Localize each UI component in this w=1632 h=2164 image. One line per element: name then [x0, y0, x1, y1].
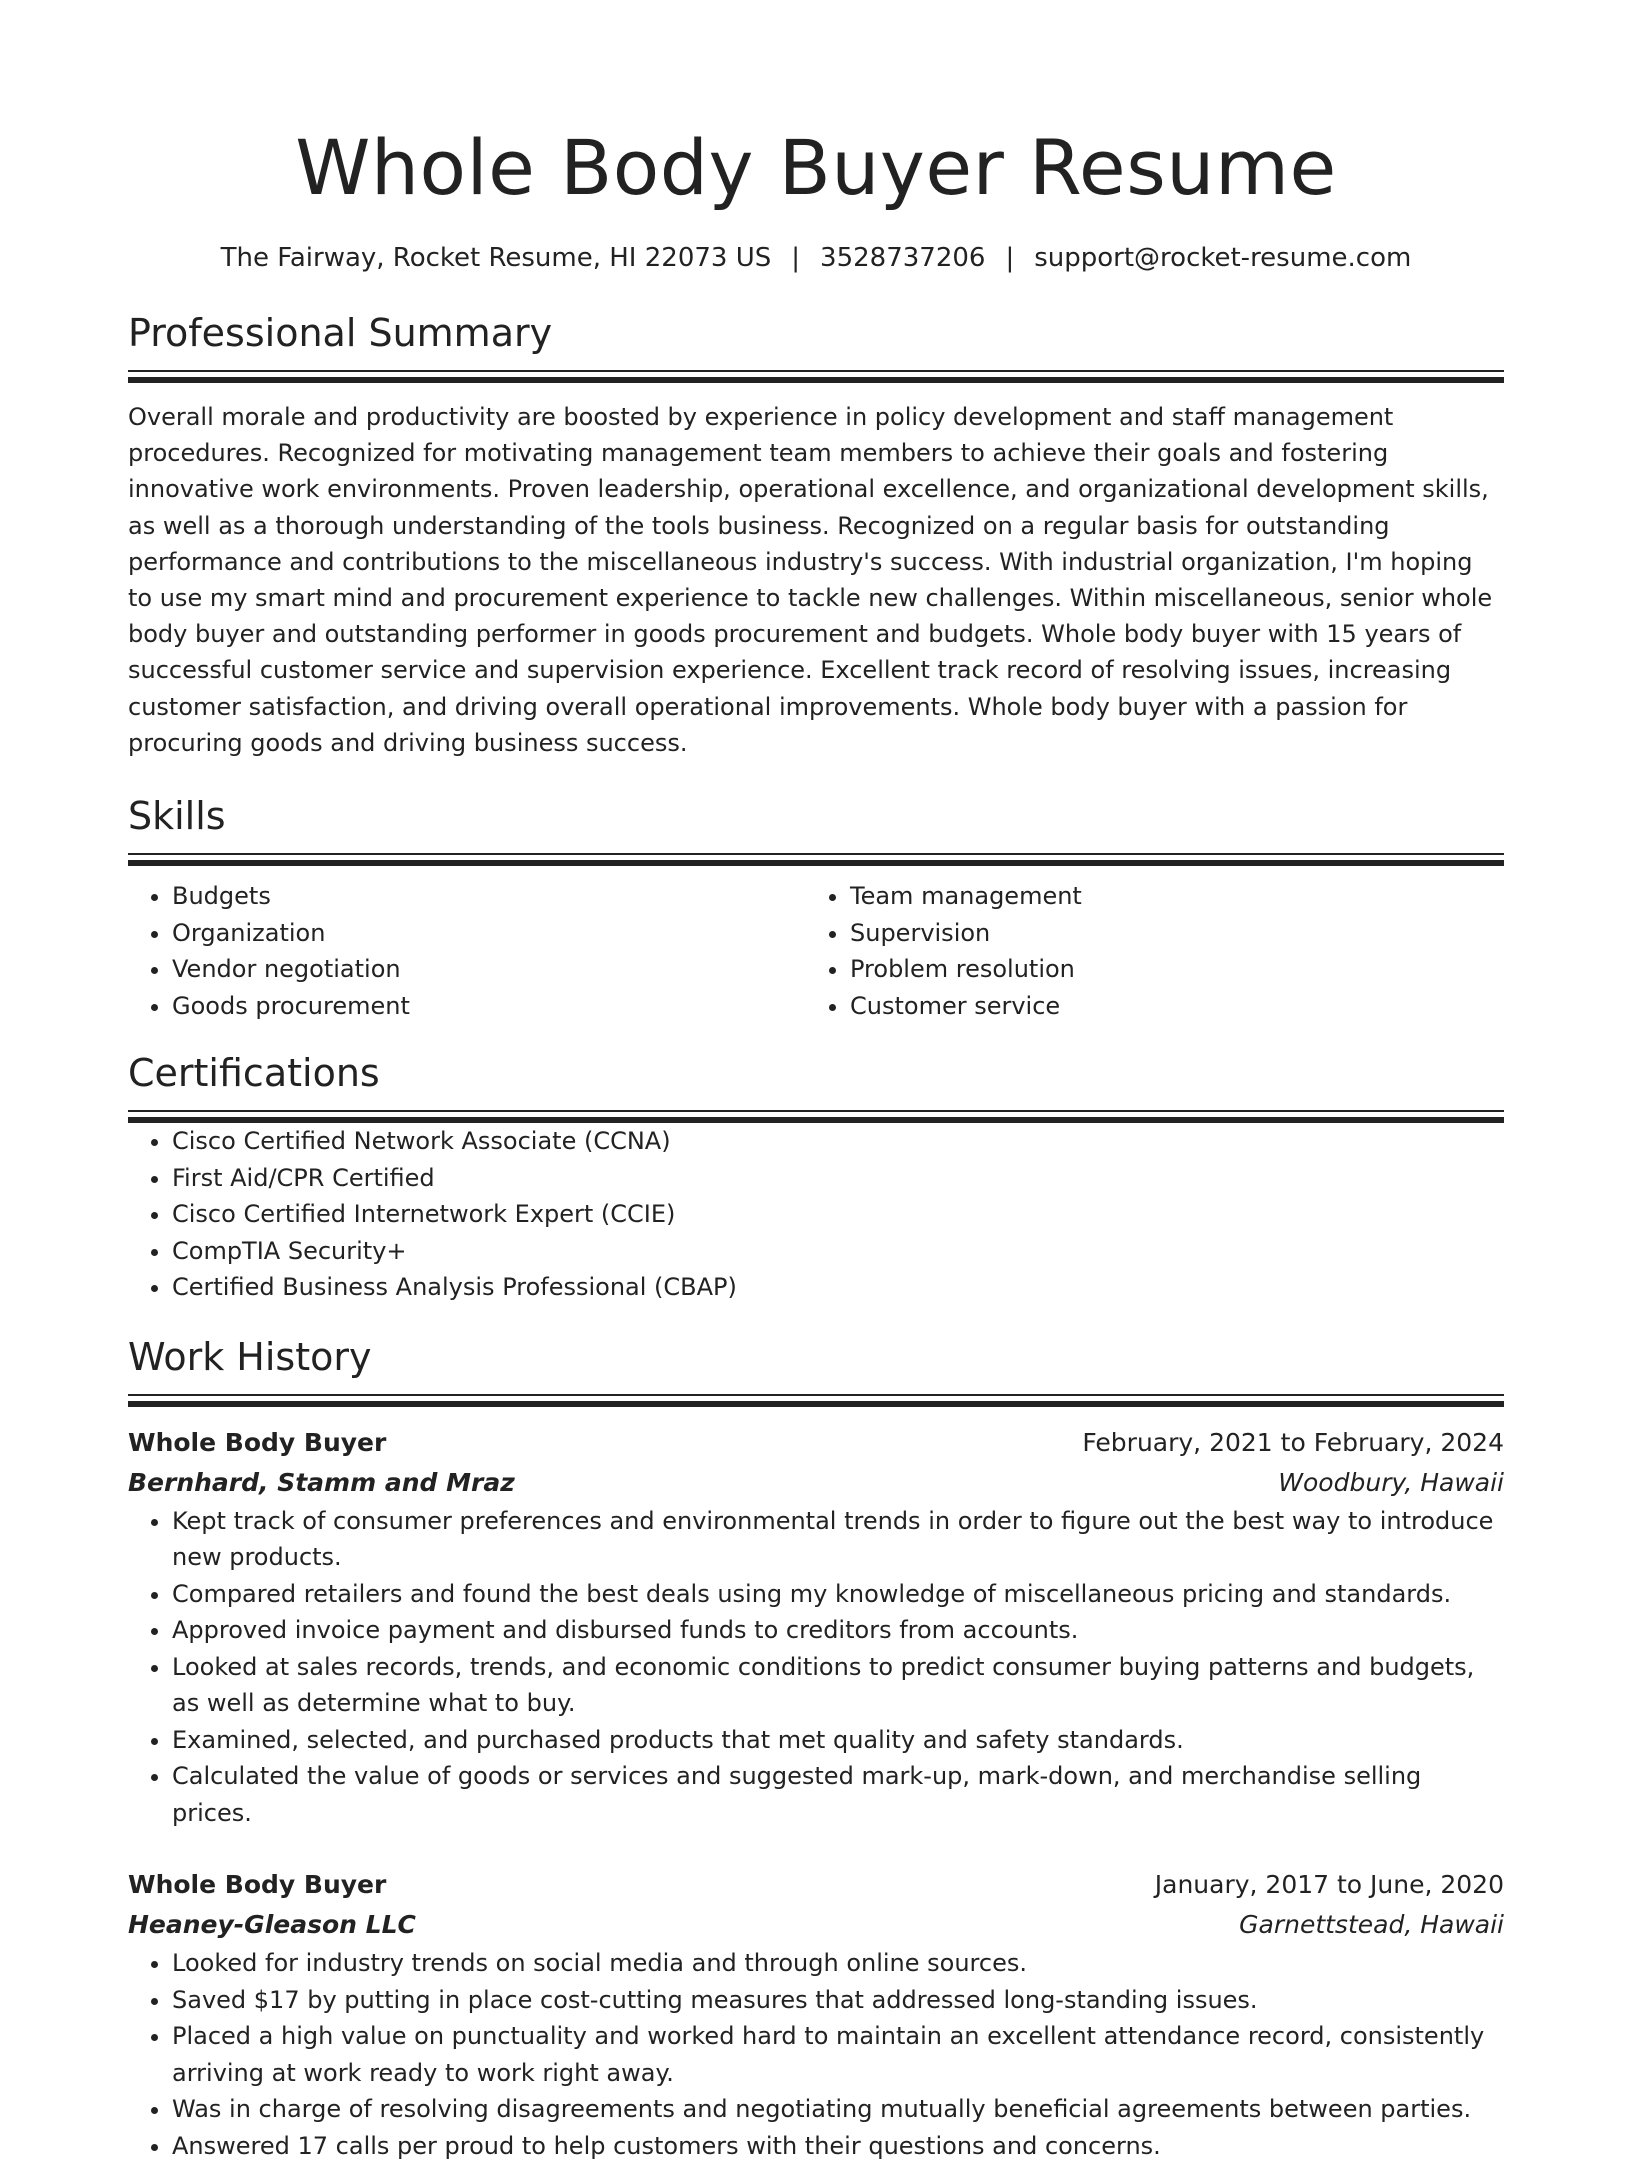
certification-item: • CompTIA Security+	[172, 1233, 1504, 1270]
skill-item: • Team management	[850, 878, 1484, 915]
job-bullets	[128, 1503, 1504, 1832]
job-company-row	[128, 1463, 1504, 1503]
job-company: Bernhard, Stamm and Mraz	[128, 1467, 515, 1497]
section-divider	[128, 853, 1504, 866]
job-title: Whole Body Buyer	[128, 1427, 387, 1457]
job-bullet: • Was in charge of resolving disagreements and negotiating mutually beneficial agreements between parties.	[172, 2091, 1504, 2128]
skills-column-right	[806, 878, 1484, 1024]
job-company-row	[128, 1905, 1504, 1945]
contact-address: The Fairway, Rocket Resume, HI 22073 US	[220, 243, 772, 273]
job-bullets	[128, 1945, 1504, 2164]
skill-item: • Budgets	[172, 878, 806, 915]
job-bullet: • Placed a high value on punctuality and worked hard to maintain an excellent attendance record, consistently arriving at work ready to work right away.	[172, 2018, 1504, 2091]
skills-section	[128, 791, 1504, 1024]
job-dates: January, 2017 to June, 2020	[1154, 1870, 1504, 1900]
job-entry	[128, 1865, 1504, 2164]
job-location: Garnettstead, Hawaii	[1239, 1910, 1504, 1940]
section-divider	[128, 370, 1504, 383]
section-divider	[128, 1110, 1504, 1123]
job-bullet: • Calculated the value of goods or services and suggested mark-up, mark-down, and merchandise selling prices.	[172, 1758, 1504, 1831]
skill-item: • Organization	[172, 915, 806, 952]
skills-column-left	[128, 878, 806, 1024]
certification-item: • First Aid/CPR Certified	[172, 1160, 1504, 1197]
skill-item: • Goods procurement	[172, 988, 806, 1025]
section-heading-certifications: Certifications	[128, 1051, 380, 1096]
job-bullet: • Looked at sales records, trends, and economic conditions to predict consumer buying patterns and budgets, as well as determine what to buy.	[172, 1649, 1504, 1722]
job-company: Heaney-Gleason LLC	[128, 1910, 416, 1940]
contact-separator: |	[1005, 243, 1015, 273]
section-heading-skills: Skills	[128, 794, 226, 839]
certification-item: • Cisco Certified Network Associate (CCNA)	[172, 1123, 1504, 1160]
job-bullet: • Compared retailers and found the best deals using my knowledge of miscellaneous pricing and standards.	[172, 1576, 1504, 1613]
certification-item: • Cisco Certified Internetwork Expert (CCIE)	[172, 1196, 1504, 1233]
job-bullet: • Examined, selected, and purchased products that met quality and safety standards.	[172, 1722, 1504, 1759]
summary-text: Overall morale and productivity are boosted by experience in policy development and staff management procedures. Recognized for motivating management team members to achieve their goals and fostering innovative work environments. Proven leadership, operational excellence, and organizational development skills, as well as a thorough understanding of the tools business. Recognized on a regular basis for outstanding performance and contributions to the miscellaneous industry's success. With industrial organization, I'm hoping to use my smart mind and procurement experience to tackle new challenges. Within miscellaneous, senior whole body buyer and outstanding performer in goods procurement and budgets. Whole body buyer with 15 years of successful customer service and supervision experience. Excellent track record of resolving issues, increasing customer satisfaction, and driving overall operational improvements. Whole body buyer with a passion for procuring goods and driving business success.	[128, 403, 1493, 757]
job-bullet: • Kept track of consumer preferences and environmental trends in order to figure out the best way to introduce new products.	[172, 1503, 1504, 1576]
job-bullet: • Answered 17 calls per proud to help customers with their questions and concerns.	[172, 2128, 1504, 2164]
job-entry	[128, 1423, 1504, 1832]
certification-item: • Certified Business Analysis Professional (CBAP)	[172, 1269, 1504, 1306]
job-header-row	[128, 1865, 1504, 1905]
job-location: Woodbury, Hawaii	[1278, 1467, 1504, 1497]
resume-page	[128, 0, 1504, 2164]
job-bullet: • Saved $17 by putting in place cost-cutting measures that addressed long-standing issues.	[172, 1982, 1504, 2019]
skill-item: • Problem resolution	[850, 951, 1484, 988]
skill-item: • Supervision	[850, 915, 1484, 952]
job-dates: February, 2021 to February, 2024	[1082, 1427, 1504, 1457]
summary-section	[128, 308, 1504, 761]
skills-grid	[128, 878, 1504, 1024]
work-history-section	[128, 1332, 1504, 2164]
skill-item: • Vendor negotiation	[172, 951, 806, 988]
resume-title: Whole Body Buyer Resume	[295, 123, 1337, 212]
job-title: Whole Body Buyer	[128, 1870, 387, 1900]
contact-line	[128, 240, 1504, 276]
section-divider	[128, 1394, 1504, 1407]
job-header-row	[128, 1423, 1504, 1463]
certifications-section	[128, 1048, 1504, 1306]
skill-item: • Customer service	[850, 988, 1484, 1025]
section-heading-summary: Professional Summary	[128, 311, 553, 355]
certifications-list	[128, 1123, 1504, 1306]
section-heading-work-history: Work History	[128, 1334, 372, 1379]
job-bullet: • Looked for industry trends on social media and through online sources.	[172, 1945, 1504, 1982]
job-bullet: • Approved invoice payment and disbursed funds to creditors from accounts.	[172, 1612, 1504, 1649]
contact-phone: 3528737206	[820, 243, 986, 273]
contact-email: support@rocket-resume.com	[1034, 243, 1412, 273]
contact-separator: |	[791, 243, 801, 273]
